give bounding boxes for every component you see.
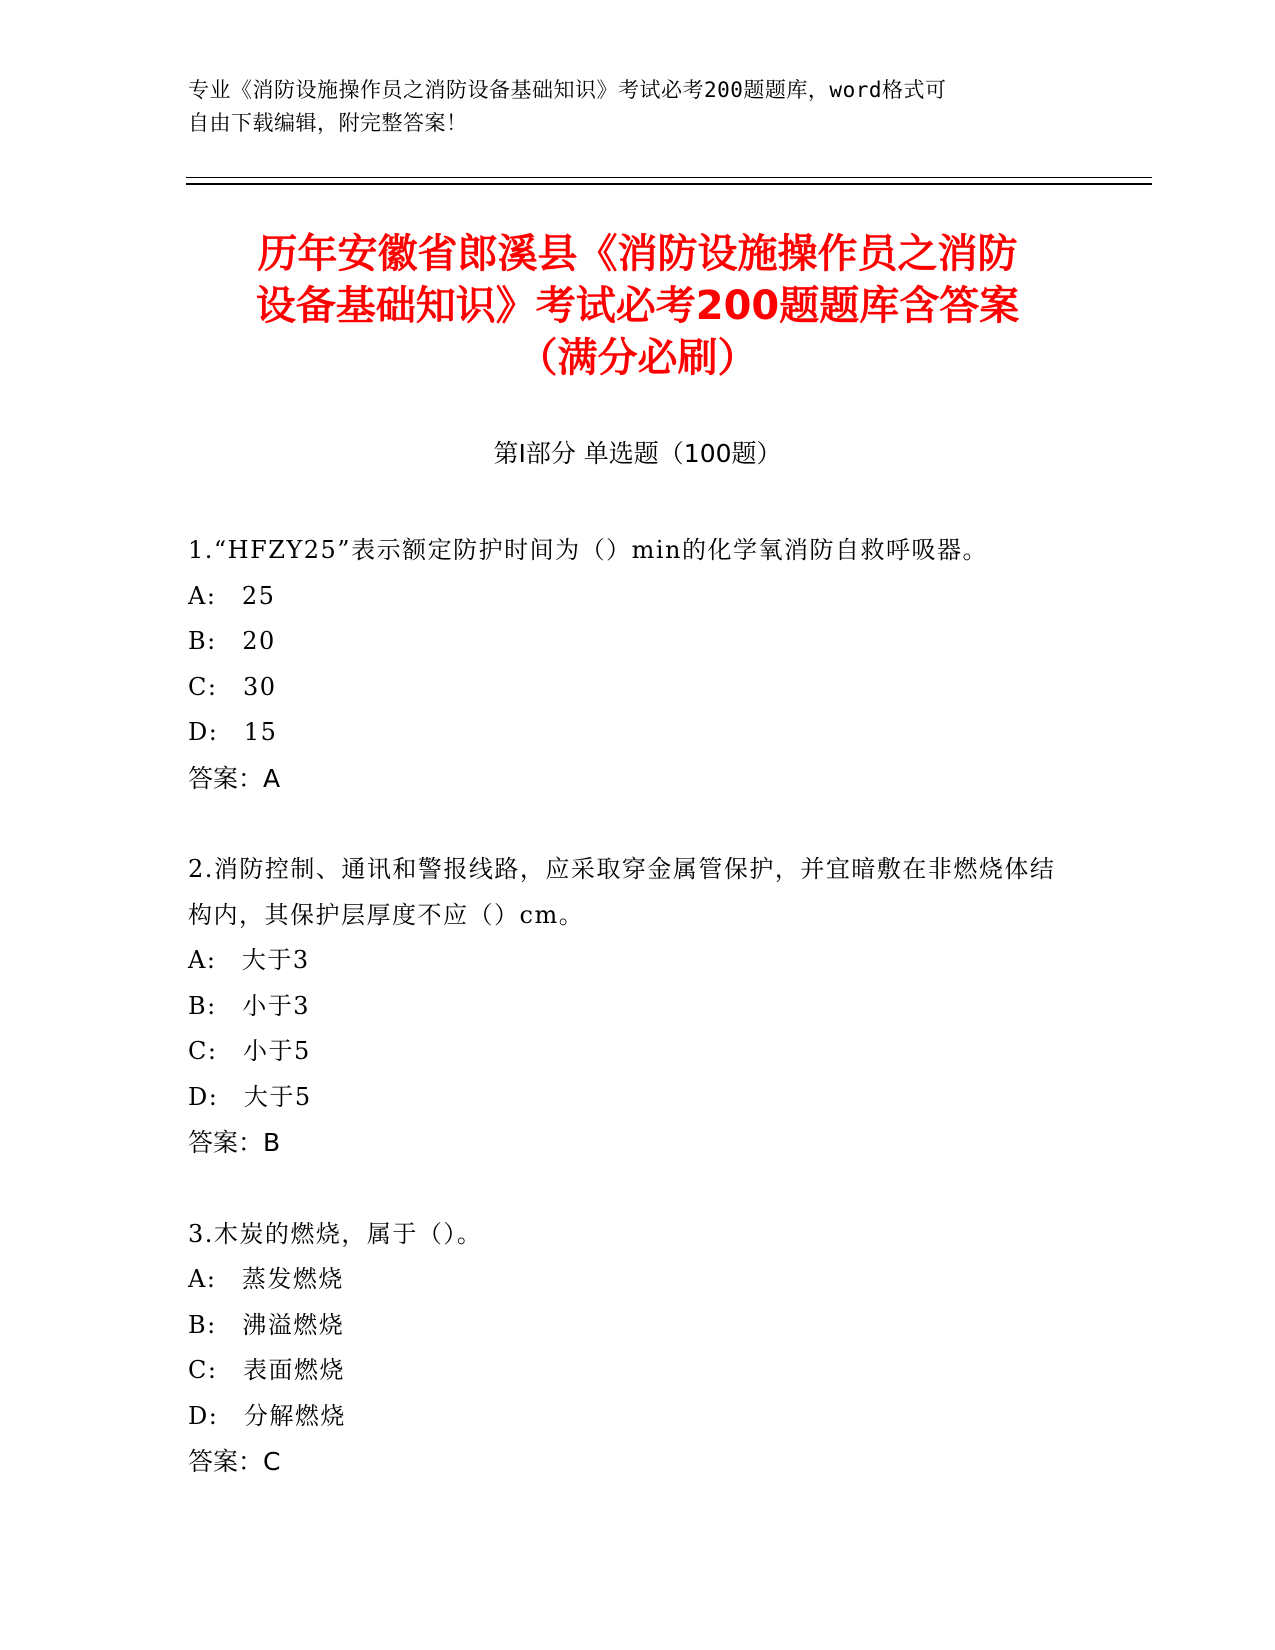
option-a: A: 蒸发燃烧: [188, 1265, 344, 1293]
option-a: A: 大于3: [188, 946, 310, 974]
document-title-line2: 设备基础知识》考试必考200题题库含答案: [255, 283, 1020, 329]
option-b: B: 20: [188, 627, 276, 655]
question-stem: 3.木炭的燃烧，属于（）。: [188, 1219, 483, 1248]
question-item: [188, 528, 1068, 801]
header-divider-thin: [186, 177, 1152, 178]
question-stem: 2.消防控制、通讯和警报线路，应采取穿金属管保护，并宜暗敷在非燃烧体结构内，其保护层厚度不应（）cm。: [188, 855, 1056, 929]
option-d: D: 大于5: [188, 1082, 312, 1111]
header-note-line1: 专业《消防设施操作员之消防设备基础知识》考试必考200题题库，word格式可: [188, 78, 947, 102]
header-note: [188, 74, 1068, 140]
header-divider-thick: [186, 183, 1152, 185]
section-title: 第Ⅰ部分 单选题（100题）: [493, 439, 782, 468]
answer: 答案：A: [188, 763, 281, 793]
answer: 答案：B: [188, 1128, 281, 1157]
option-b: B: 沸溢燃烧: [188, 1310, 345, 1339]
option-c: C: 表面燃烧: [188, 1356, 345, 1384]
document-title-line3: （满分必刷）: [517, 335, 758, 381]
option-a: A: 25: [188, 581, 276, 610]
option-d: D: 15: [188, 718, 278, 746]
option-d: D: 分解燃烧: [188, 1401, 346, 1430]
option-c: C: 小于5: [188, 1037, 311, 1065]
header-note-line2: 自由下载编辑，附完整答案！: [188, 111, 468, 135]
document-title-line1: 历年安徽省郎溪县《消防设施操作员之消防: [257, 231, 1018, 277]
question-item: [188, 1212, 1068, 1485]
question-item: [188, 847, 1068, 1166]
answer: 答案：C: [188, 1447, 281, 1476]
question-stem: 1.“HFZY25”表示额定防护时间为（）min的化学氧消防自救呼吸器。: [188, 536, 988, 564]
option-c: C: 30: [188, 672, 277, 701]
document-title: [160, 228, 1115, 384]
question-list: [188, 528, 1068, 1531]
option-b: B: 小于3: [188, 991, 310, 1020]
